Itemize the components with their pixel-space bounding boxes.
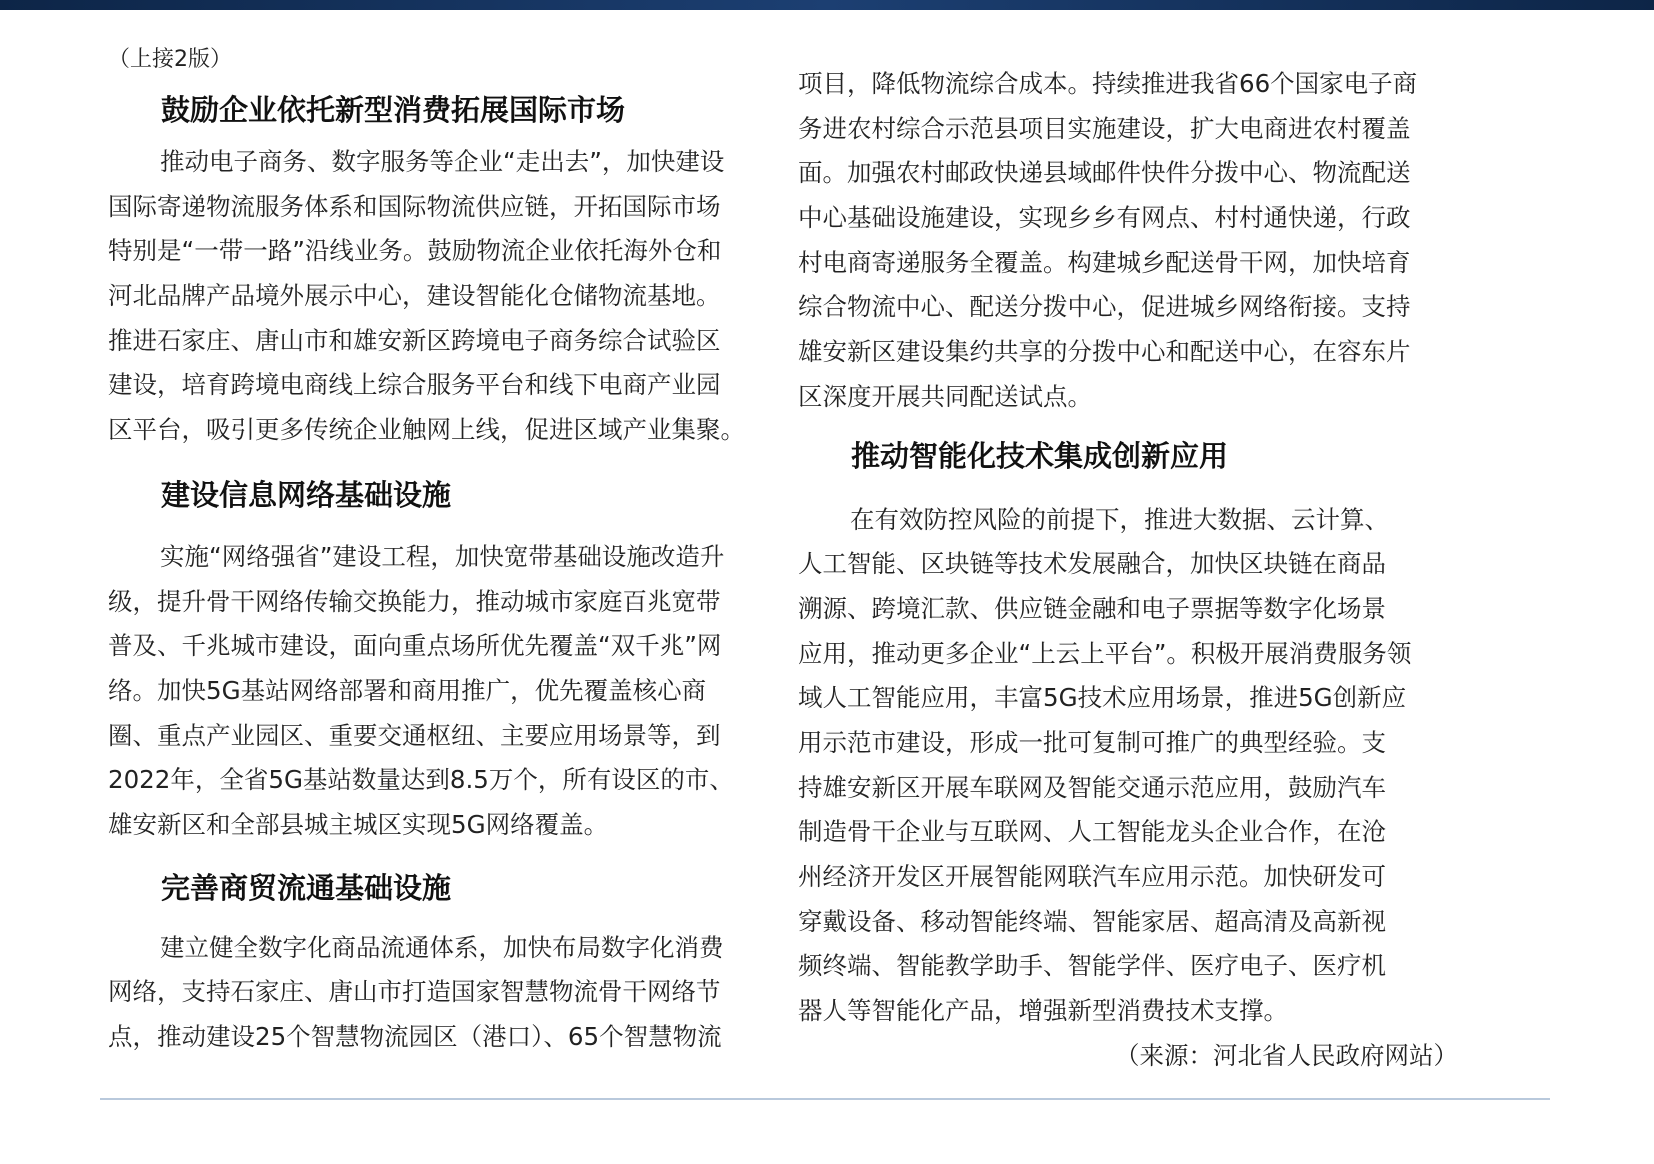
- text-line: 特别是“一带一路”沿线业务。鼓励物流企业依托海外仓和: [108, 236, 722, 266]
- text-line: 2022年，全省5G基站数量达到8.5万个，所有设区的市、: [108, 765, 734, 795]
- text-line: 建设，培育跨境电商线上综合服务平台和线下电商产业园: [108, 370, 721, 400]
- text-line: 点，推动建设25个智慧物流园区（港口）、65个智慧物流: [108, 1022, 722, 1051]
- text-line: 中心基础设施建设，实现乡乡有网点、村村通快递，行政: [798, 203, 1411, 233]
- text-line: 推进石家庄、唐山市和雄安新区跨境电子商务综合试验区: [108, 325, 721, 355]
- text-line: 器人等智能化产品，增强新型消费技术支撑。: [798, 996, 1288, 1026]
- text-line: 项目，降低物流综合成本。持续推进我省66个国家电子商: [798, 69, 1418, 98]
- text-line: 州经济开发区开展智能网联汽车应用示范。加快研发可: [798, 862, 1386, 891]
- section-body-international-market: [108, 140, 768, 453]
- right-column: [798, 62, 1458, 1078]
- text-line: 人工智能、区块链等技术发展融合，加快区块链在商品: [798, 549, 1386, 579]
- text-line: 综合物流中心、配送分拨中心，促进城乡网络衔接。支持: [798, 292, 1411, 322]
- text-line: 网络，支持石家庄、唐山市打造国家智慧物流骨干网络节: [108, 977, 721, 1007]
- section-body-network-infrastructure: [108, 535, 768, 848]
- section-body-intelligent-tech: [798, 498, 1458, 1034]
- text-line: 圈、重点产业园区、重要交通枢纽、主要应用场景等，到: [108, 720, 721, 750]
- bottom-divider: [100, 1098, 1550, 1100]
- text-line: 穿戴设备、移动智能终端、智能家居、超高清及高新视: [798, 906, 1386, 936]
- continuation-note: （上接2版）: [108, 47, 232, 72]
- text-line: 雄安新区和全部县城主城区实现5G网络覆盖。: [108, 809, 609, 839]
- text-line: 应用，推动更多企业“上云上平台”。积极开展消费服务领: [798, 638, 1412, 668]
- text-line: 务进农村综合示范县项目实施建设，扩大电商进农村覆盖: [798, 113, 1411, 143]
- text-line: 域人工智能应用，丰富5G技术应用场景，推进5G创新应: [798, 683, 1407, 713]
- section-body-trade-circulation: [108, 926, 768, 1060]
- text-line: 用示范市建设，形成一批可复制可推广的典型经验。支: [798, 727, 1386, 757]
- text-line: 频终端、智能教学助手、智能学伴、医疗电子、医疗机: [798, 951, 1386, 981]
- text-line: 面。加强农村邮政快递县域邮件快件分拨中心、物流配送: [798, 158, 1411, 188]
- text-line: 普及、千兆城市建设，面向重点场所优先覆盖“双千兆”网: [108, 631, 722, 661]
- text-line: 村电商寄递服务全覆盖。构建城乡配送骨干网，加快培育: [798, 247, 1411, 277]
- text-line: 河北品牌产品境外展示中心，建设智能化仓储物流基地。: [108, 281, 721, 311]
- left-column: [108, 40, 768, 1060]
- text-line: 溯源、跨境汇款、供应链金融和电子票据等数字化场景: [798, 593, 1386, 623]
- text-line: 建立健全数字化商品流通体系，加快布局数字化消费: [160, 932, 724, 962]
- source-attribution: （来源：河北省人民政府网站）: [1115, 1040, 1458, 1070]
- section-heading-intelligent-tech: 推动智能化技术集成创新应用: [851, 438, 1229, 473]
- text-line: 制造骨干企业与互联网、人工智能龙头企业合作，在沧: [798, 817, 1386, 847]
- text-line: 络。加快5G基站网络部署和商用推广，优先覆盖核心商: [108, 675, 707, 705]
- text-line: 实施“网络强省”建设工程，加快宽带基础设施改造升: [160, 541, 725, 571]
- text-line: 在有效防控风险的前提下，推进大数据、云计算、: [850, 504, 1389, 534]
- text-line: 雄安新区建设集约共享的分拨中心和配送中心，在容东片: [798, 337, 1411, 367]
- section-heading-network-infrastructure: 建设信息网络基础设施: [161, 477, 452, 512]
- text-line: 区深度开展共同配送试点。: [798, 381, 1092, 411]
- text-line: 持雄安新区开展车联网及智能交通示范应用，鼓励汽车: [798, 772, 1386, 802]
- text-line: 国际寄递物流服务体系和国际物流供应链，开拓国际市场: [108, 191, 721, 221]
- section-body-trade-circulation-continued: [798, 62, 1458, 420]
- text-line: 区平台，吸引更多传统企业触网上线，促进区域产业集聚。: [108, 415, 745, 445]
- section-heading-international-market: 鼓励企业依托新型消费拓展国际市场: [161, 93, 626, 127]
- section-heading-trade-circulation: 完善商贸流通基础设施: [161, 870, 452, 905]
- top-banner-bar: [0, 0, 1654, 10]
- text-line: 推动电子商务、数字服务等企业“走出去”，加快建设: [160, 147, 725, 176]
- text-line: 级，提升骨干网络传输交换能力，推动城市家庭百兆宽带: [108, 586, 721, 616]
